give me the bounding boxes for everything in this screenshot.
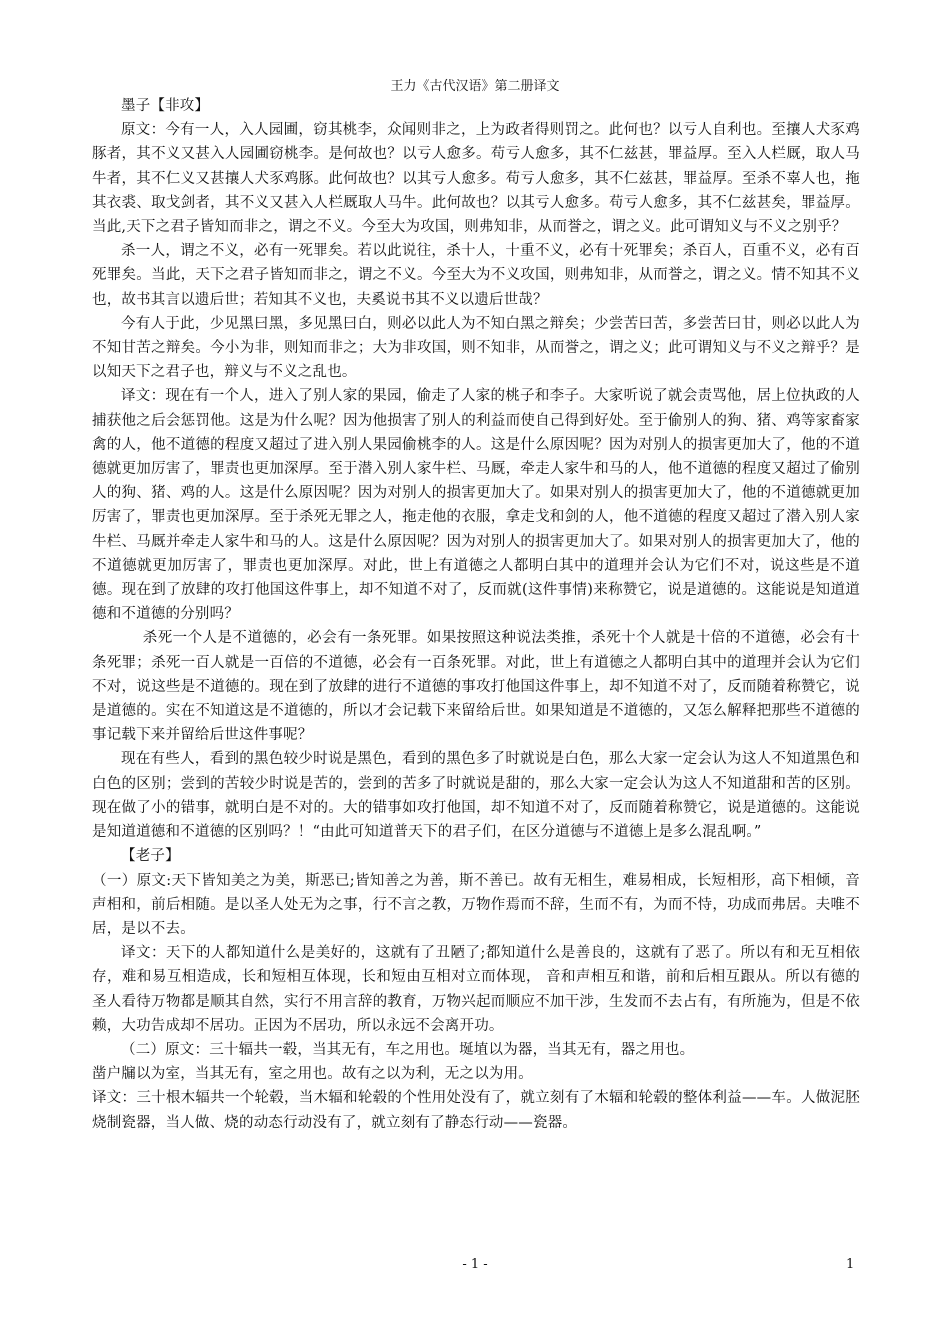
paragraph: 现在有些人，看到的黑色较少时说是黑色，看到的黑色多了时就说是白色，那么大家一定会认为这人不知道黑色和白色的区别；尝到的苦较少时说是苦的，尝到的苦多了时就说是甜的，那么大家一定会认为这人不知道甜和苦的区别。现在做了小的错事，就明白是不对的。大的错事如攻打他国，却不知道不对了，反而随着称赞它，说是道德的。这能说是知道道德和不道德的区别吗？！“由此可知道普天下的君子们，在区分道德与不道德上是多么混乱啊。” bbox=[92, 751, 860, 841]
page-footer-label: - 1 - bbox=[462, 1257, 488, 1272]
paragraph: 原文：今有一人，入人园圃，窃其桃李，众闻则非之，上为政者得则罚之。此何也？以亏人自利也。至攘人犬豕鸡豚者，其不义又甚入人园圃窃桃李。是何故也？以亏人愈多。苟亏人愈多，其不仁兹甚，罪益厚。至入人栏厩，取人马牛者，其不仁义又甚攘人犬豕鸡豚。此何故也？以其亏人愈多。苟亏人愈多，其不仁兹甚，罪益厚。至杀不辜人也，拖其衣裘、取戈剑者，其不义又甚入人栏厩取人马牛。此何故也？以其亏人愈多。苟亏人愈多，其不仁兹甚矣，罪益厚。当此,天下之君子皆知而非之，谓之不义。今至大为攻国，则弗知非，从而誉之，谓之义。此可谓知义与不义之别乎？ bbox=[92, 122, 860, 236]
paragraph: 译文：现在有一个人，进入了别人家的果园，偷走了人家的桃子和李子。大家听说了就会责骂他，居上位执政的人捕获他之后会惩罚他。这是为什么呢？因为他损害了别人的利益而使自己得到好处。至于偷别人的狗、猪、鸡等家畜家禽的人，他不道德的程度又超过了进入别人果园偷桃李的人。这是什么原因呢？因为对别人的损害更加大了，他的不道德就更加厉害了，罪责也更加深厚。至于潜入别人家牛栏、马厩，牵走人家牛和马的人，他不道德的程度又超过了偷别人的狗、猪、鸡的人。这是什么原因呢？因为对别人的损害更加大了。如果对别人的损害更加大了，他的不道德就更加厉害了，罪责也更加深厚。至于杀死无罪之人，拖走他的衣服，拿走戈和剑的人，他不道德的程度又超过了潜入别人家牛栏、马厩并牵走人家牛和马的人。这是什么原因呢？因为对别人的损害更加大了。如果对别人的损害更加大了，他的不道德就更加厉害了，罪责也更加深厚。对此，世上有道德之人都明白其中的道理并会认为它们不对，说这些是不道德。现在到了放肆的攻打他国这件事上，却不知道不对了，反而就(这件事情)来称赞它，说是道德的。这能说是知道道德和不道德的分别吗？ bbox=[92, 388, 860, 623]
page-header: 王力《古代汉语》第二册译文 bbox=[390, 79, 560, 94]
page-number: 1 bbox=[846, 1257, 855, 1272]
paragraph: 凿户牖以为室，当其无有，室之用也。故有之以为利，无之以为用。 bbox=[92, 1066, 533, 1083]
document-body bbox=[92, 94, 860, 1135]
paragraph: 杀死一个人是不道德的，必会有一条死罪。如果按照这种说法类推，杀死十个人就是十倍的不道德，必会有十条死罪；杀死一百人就是一百倍的不道德，必会有一百条死罪。对此，世上有道德之人都明白其中的道理并会认为它们不对，说这些是不道德的。现在到了放肆的进行不道德的事攻打他国这件事上，却不知道不对了，反而随着称赞它，说是道德的。实在不知道这是不道德的，所以才会记载下来留给后世。如果知道是不道德的，又怎么解释把那些不道德的事记载下来并留给后世这件事呢？ bbox=[92, 630, 860, 744]
paragraph: 墨子【非攻】 bbox=[121, 98, 210, 114]
section-heading: 【老子】 bbox=[121, 848, 180, 865]
paragraph: 杀一人，谓之不义，必有一死罪矣。若以此说往，杀十人，十重不义，必有十死罪矣；杀百人，百重不义，必有百死罪矣。当此，天下之君子皆知而非之，谓之不义。今至大为不义攻国，则弗知非，从而誉之，谓之义。情不知其不义也，故书其言以遗后世；若知其不义也，夫奚说书其不义以遗后世哉？ bbox=[92, 243, 860, 308]
paragraph: （一）原文:天下皆知美之为美，斯恶已;皆知善之为善，斯不善已。故有无相生，难易相成，长短相形，高下相倾，音声相和，前后相随。是以圣人处无为之事，行不言之教，万物作焉而不辞，生而不有，为而不恃，功成而弗居。夫唯不居，是以不去。 bbox=[92, 872, 860, 937]
paragraph: 今有人于此，少见黑曰黑，多见黑曰白，则必以此人为不知白黑之辩矣；少尝苦曰苦，多尝苦曰甘，则必以此人为不知甘苦之辩矣。今小为非，则知而非之；大为非攻国，则不知非，从而誉之，谓之义；此可谓知义与不义之辩乎？是以知天下之君子也，辩义与不义之乱也。 bbox=[92, 315, 860, 381]
paragraph: （二）原文：三十辐共一毂，当其无有，车之用也。埏埴以为器，当其无有，器之用也。 bbox=[121, 1041, 695, 1058]
paragraph: 译文：三十根木辐共一个轮毂，当木辐和轮毂的个性用处没有了，就立刻有了木辐和轮毂的整体利益——车。人做泥胚烧制瓷器，当人做、烧的动态行动没有了，就立刻有了静态行动——瓷器。 bbox=[92, 1090, 860, 1131]
paragraph: 译文：天下的人都知道什么是美好的，这就有了丑陋了;都知道什么是善良的，这就有了恶了。所以有和无互相依存，难和易互相造成，长和短相互体现，长和短由互相对立而体现， 音和声相互和谐，前和后相互跟从。所以有德的圣人看待万物都是顺其自然，实行不用言辞的教育，万物兴起而顺应不加干涉，生发而不去占有，有所施为，但是不依赖，大功告成却不居功。正因为不居功，所以永远不会离开功。 bbox=[92, 945, 860, 1034]
